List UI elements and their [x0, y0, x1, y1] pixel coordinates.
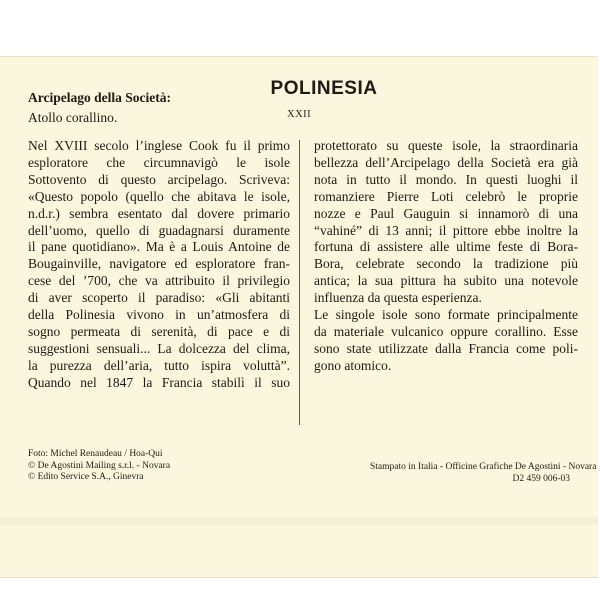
- text-line: della Polinesia vivono in un’atmosfera di: [28, 307, 290, 323]
- text-line: n.d.r.) sembra esentato dal dovere primario: [28, 205, 290, 221]
- text-line: antica; la sua pittura ha subito una notevole: [314, 273, 578, 289]
- text-line: Le singole isole sono formate principalmente: [314, 307, 578, 323]
- photo-credits: [28, 449, 170, 484]
- text-line: gono atomico.: [314, 357, 392, 373]
- card-subtitle: Arcipelago della Società:: [28, 90, 171, 105]
- credit-line: © Edito Service S.A., Ginevra: [28, 472, 144, 483]
- column-divider: [299, 140, 300, 425]
- text-line: suggestioni sensuali... La dolcezza del clima,: [28, 340, 290, 356]
- text-line: sogno permeata di serenità, di pace e di: [28, 323, 290, 339]
- text-line: bellezza dell’Arcipelago della Società era già: [314, 154, 578, 170]
- text-line: protettorato su queste isole, la straordinaria: [314, 138, 578, 153]
- text-line: Quando nel 1847 la Francia stabilì il suo: [28, 374, 290, 390]
- text-line: «Questo popolo (quello che abitava le isole,: [28, 188, 290, 204]
- printer-info: [370, 462, 597, 485]
- card-title: POLINESIA: [270, 78, 378, 99]
- text-line: romanziere Pierre Loti celebrò le proprie: [314, 188, 578, 204]
- text-line: esploratore che circumnavigò le isole: [28, 154, 290, 170]
- text-line: Nel XVIII secolo l’inglese Cook fu il primo: [28, 138, 290, 153]
- text-line: cese del ’700, che va attribuito il privilegio: [28, 273, 290, 289]
- credit-line: © De Agostini Mailing s.r.l. - Novara: [28, 460, 171, 471]
- text-column-left: [28, 138, 290, 392]
- text-line: la purezza dell’aria, tutto ispira voluttà”.: [28, 357, 290, 373]
- text-line: influenza da questa esperienza.: [314, 290, 482, 306]
- text-column-right: [314, 138, 578, 375]
- text-line: nota in tutto il mondo. In questi luoghi il: [314, 171, 578, 187]
- text-line: Bora, celebrate secondo la tradizione più: [314, 256, 578, 272]
- card-number: XXII: [287, 109, 312, 120]
- text-line: “vahiné” di 13 anni; il pittore ebbe inoltre la: [314, 222, 578, 238]
- bottom-edge-strip: [0, 517, 598, 525]
- card-subsubtitle: Atollo corallino.: [28, 110, 118, 125]
- credit-line: Foto: Michel Renaudeau / Hoa-Qui: [28, 449, 163, 459]
- text-line: di aver scoperto il paradiso: «Gli abitanti: [28, 290, 290, 306]
- text-line: da materiale vulcanico oppure corallino. Esse: [314, 323, 578, 339]
- text-line: sono state utilizzate dalla Francia come poli-: [314, 340, 578, 356]
- printer-code: D2 459 006-03: [512, 473, 570, 484]
- text-line: fortuna di assistere alle ultime feste di Bora-: [314, 239, 578, 255]
- text-line: nozze e Paul Gauguin si innamorò di una: [314, 205, 578, 221]
- printer-line: Stampato in Italia - Officine Grafiche De Agostini - Novara: [370, 462, 597, 472]
- text-line: Sottovento di questo arcipelago. Scriveva:: [28, 171, 290, 187]
- text-line: il pane quotidiano». Ma è a Louis Antoine de: [28, 239, 290, 255]
- text-line: Bougainville, navigatore ed esploratore fran-: [28, 256, 290, 272]
- text-line: dell’uomo, quello di guadagnarsi duramente: [28, 222, 290, 238]
